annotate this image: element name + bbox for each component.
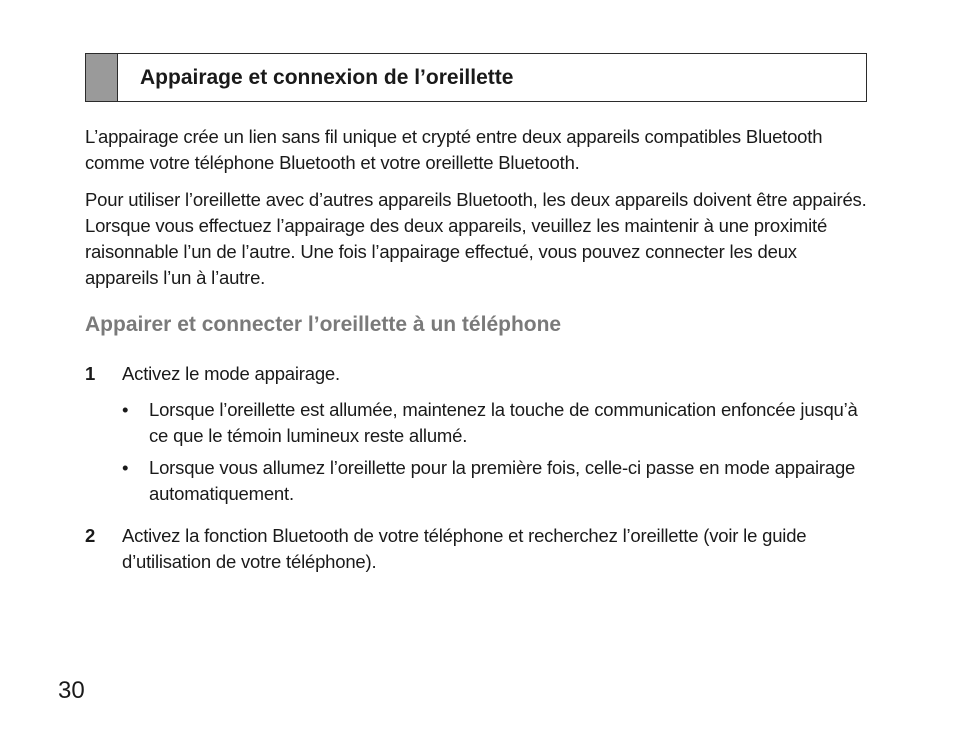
bullet-text: Lorsque l’oreillette est allumée, maintenez la touche de communication enfoncée jusqu’à ce que le témoin lumineux reste allumé.: [149, 399, 858, 446]
page-number: 30: [58, 677, 85, 704]
subheading: Appairer et connecter l’oreillette à un téléphone: [85, 313, 562, 336]
bullet-dot: •: [122, 399, 129, 420]
intro-paragraph-2: Pour utiliser l’oreillette avec d’autres appareils Bluetooth, les deux appareils doivent être appairés. Lorsque vous effectuez l’appairage des deux appareils, veuillez les maintenir à une proximité raisonnable l’un de l’autre. Une fois l’appairage effectué, vous pouvez connecter les deux appareils l’un à l’autre.: [85, 189, 867, 288]
bullet-dot: •: [122, 457, 129, 478]
step-number: 2: [85, 525, 96, 546]
section-header-tab: [86, 54, 118, 101]
bullet-text: Lorsque vous allumez l’oreillette pour la première fois, celle-ci passe en mode appairage automatiquement.: [149, 457, 856, 504]
intro-paragraph-1: L’appairage crée un lien sans fil unique et crypté entre deux appareils compatibles Bluetooth comme votre téléphone Bluetooth et votre oreillette Bluetooth.: [85, 126, 823, 173]
step-number: 1: [85, 363, 96, 384]
step-text: Activez la fonction Bluetooth de votre téléphone et recherchez l’oreillette (voir le guide d’utilisation de votre téléphone).: [122, 525, 807, 572]
section-header: [85, 53, 867, 102]
section-title: Appairage et connexion de l’oreillette: [140, 65, 514, 89]
step-text: Activez le mode appairage.: [122, 363, 340, 384]
